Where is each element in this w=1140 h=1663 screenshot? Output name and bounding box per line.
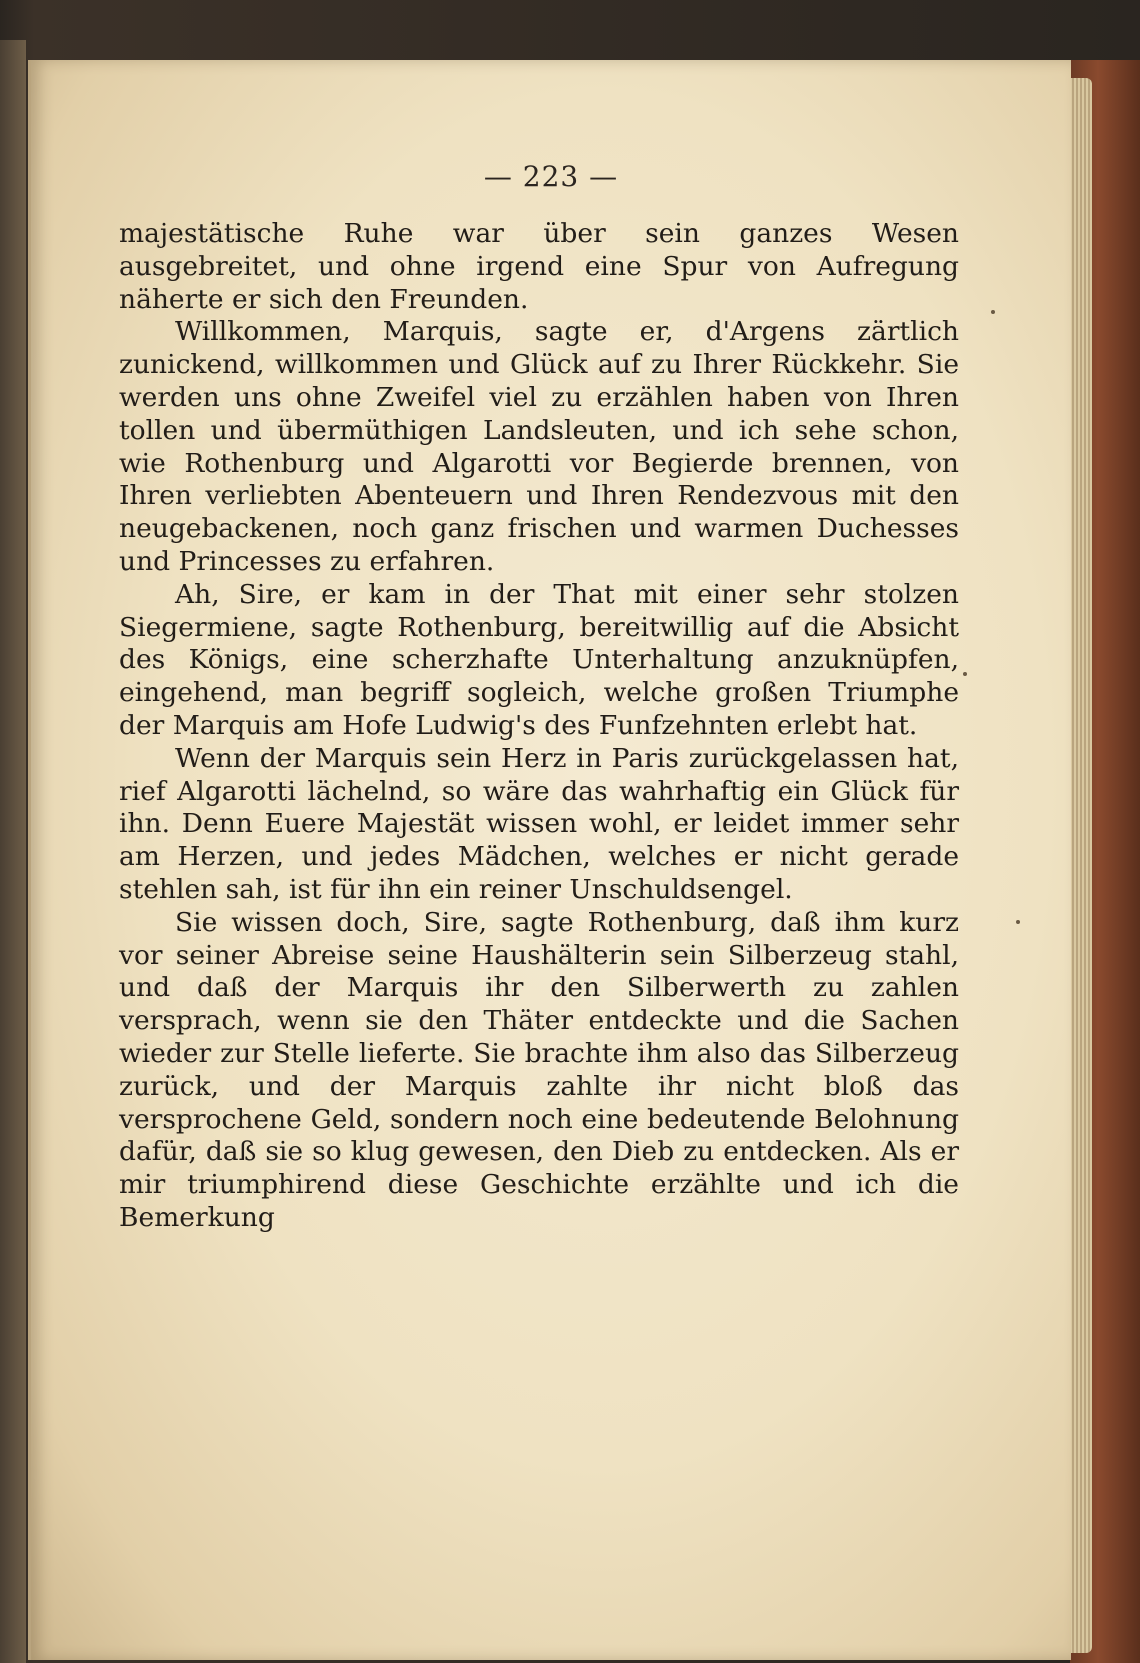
paper-speck	[991, 310, 995, 314]
paragraph: Willkommen, Marquis, sagte er, d'Argens zärtlich zunickend, willkommen und Glück auf zu Ihrer Rückkehr. Sie werden uns ohne Zweifel viel zu erzählen haben von Ihren tollen und übermüthigen Landsleuten, und ich sehe schon, wie Rothenburg und Algarotti vor Begierde brennen, von Ihren verliebten Abenteuern und Ihren Rendezvous mit den neugebackenen, noch ganz frischen und warmen Duchesses und Princesses zu erfahren.	[119, 316, 959, 577]
book-spine	[0, 40, 26, 1663]
book-page	[28, 60, 1071, 1660]
paper-speck	[963, 672, 967, 676]
paragraph: majestätische Ruhe war über sein ganzes Wesen ausgebreitet, und ohne irgend eine Spur von Aufregung näherte er sich den Freunden.	[119, 218, 959, 315]
paper-speck	[1016, 920, 1020, 924]
paragraph: Ah, Sire, er kam in der That mit einer sehr stolzen Siegermiene, sagte Rothenburg, bereitwillig auf die Absicht des Königs, eine scherzhafte Unterhaltung anzuknüpfen, eingehend, man begriff sogleich, welche großen Triumphe der Marquis am Hofe Ludwig's des Funfzehnten erlebt hat.	[119, 578, 959, 741]
body-text	[119, 218, 959, 1235]
page-number: — 223 —	[483, 160, 619, 193]
paragraph: Sie wissen doch, Sire, sagte Rothenburg, daß ihm kurz vor seiner Abreise seine Haushälterin sein Silberzeug stahl, und daß der Marquis ihr den Silberwerth zu zahlen versprach, wenn sie den Thäter entdeckte und die Sachen wieder zur Stelle lieferte. Sie brachte ihm also das Silberzeug zurück, und der Marquis zahlte ihr nicht bloß das versprochene Geld, sondern noch eine bedeutende Belohnung dafür, daß sie so klug gewesen, den Dieb zu entdecken. Als er mir triumphirend diese Geschichte erzählte und ich die Bemerkung	[119, 906, 959, 1233]
paragraph: Wenn der Marquis sein Herz in Paris zurückgelassen hat, rief Algarotti lächelnd, so wäre das wahrhaftig ein Glück für ihn. Denn Euere Majestät wissen wohl, er leidet immer sehr am Herzen, und jedes Mädchen, welches er nicht gerade stehlen sah, ist für ihn ein reiner Unschuldsengel.	[119, 742, 959, 905]
